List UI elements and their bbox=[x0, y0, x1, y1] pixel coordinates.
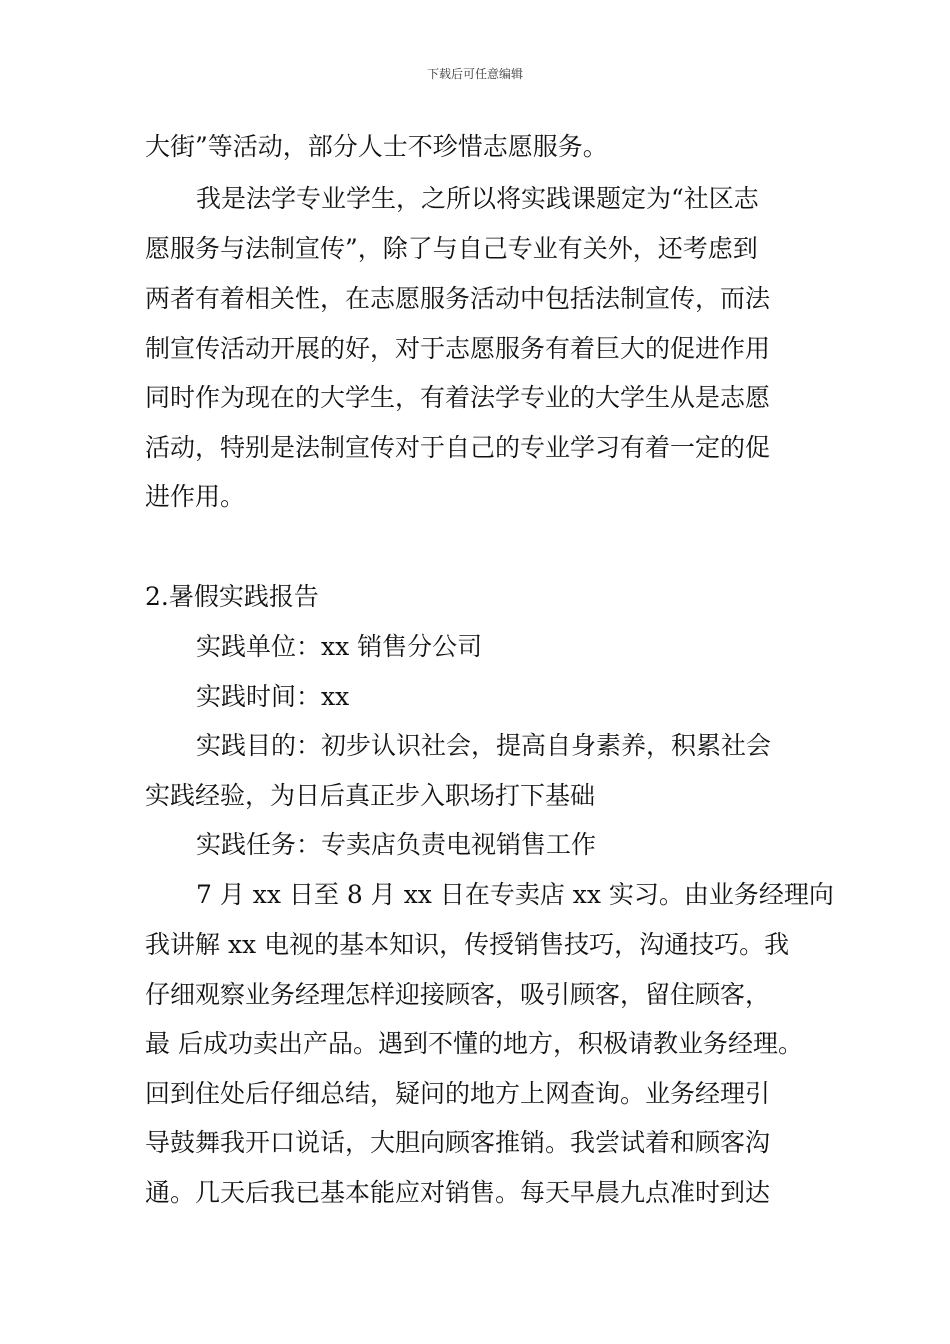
text-line: 7 月 xx 日至 8 月 xx 日在专卖店 xx 实习。由业务经理向 bbox=[196, 880, 834, 909]
text-line: 两者有着相关性，在志愿服务活动中包括法制宣传，而法 bbox=[145, 284, 771, 313]
text-line: 我是法学专业学生，之所以将实践课题定为“社区志 bbox=[196, 184, 759, 213]
text-line: 进作用。 bbox=[145, 482, 246, 511]
text-line: 大街”等活动，部分人士不珍惜志愿服务。 bbox=[145, 132, 608, 161]
text-line: 最 后成功卖出产品。遇到不懂的地方，积极请教业务经理。 bbox=[145, 1029, 803, 1058]
text-line: 回到住处后仔细总结，疑问的地方上网查询。业务经理引 bbox=[145, 1079, 771, 1108]
text-line: 实践单位：xx 销售分公司 bbox=[196, 632, 483, 661]
text-line: 实践经验，为日后真正步入职场打下基础 bbox=[145, 781, 596, 810]
page-header: 下载后可任意编辑 bbox=[426, 67, 523, 81]
text-line: 实践任务：专卖店负责电视销售工作 bbox=[196, 830, 597, 859]
text-line: 仔细观察业务经理怎样迎接顾客，吸引顾客，留住顾客， bbox=[145, 980, 771, 1009]
text-line: 我讲解 xx 电视的基本知识，传授销售技巧，沟通技巧。我 bbox=[145, 930, 790, 959]
section-heading: 2.暑假实践报告 bbox=[145, 582, 319, 611]
text-line: 导鼓舞我开口说话，大胆向顾客推销。我尝试着和顾客沟 bbox=[145, 1128, 771, 1157]
text-line: 实践时间：xx bbox=[196, 682, 350, 711]
text-line: 活动，特别是法制宣传对于自己的专业学习有着一定的促 bbox=[145, 433, 771, 462]
text-line: 愿服务与法制宣传”，除了与自己专业有关外，还考虑到 bbox=[145, 234, 758, 263]
text-line: 制宣传活动开展的好，对于志愿服务有着巨大的促进作用 bbox=[145, 334, 771, 363]
text-line: 通。几天后我已基本能应对销售。每天早晨九点准时到达 bbox=[145, 1178, 771, 1207]
text-line: 实践目的：初步认识社会，提高自身素养，积累社会 bbox=[196, 731, 772, 760]
text-line: 同时作为现在的大学生，有着法学专业的大学生从是志愿 bbox=[145, 383, 771, 412]
